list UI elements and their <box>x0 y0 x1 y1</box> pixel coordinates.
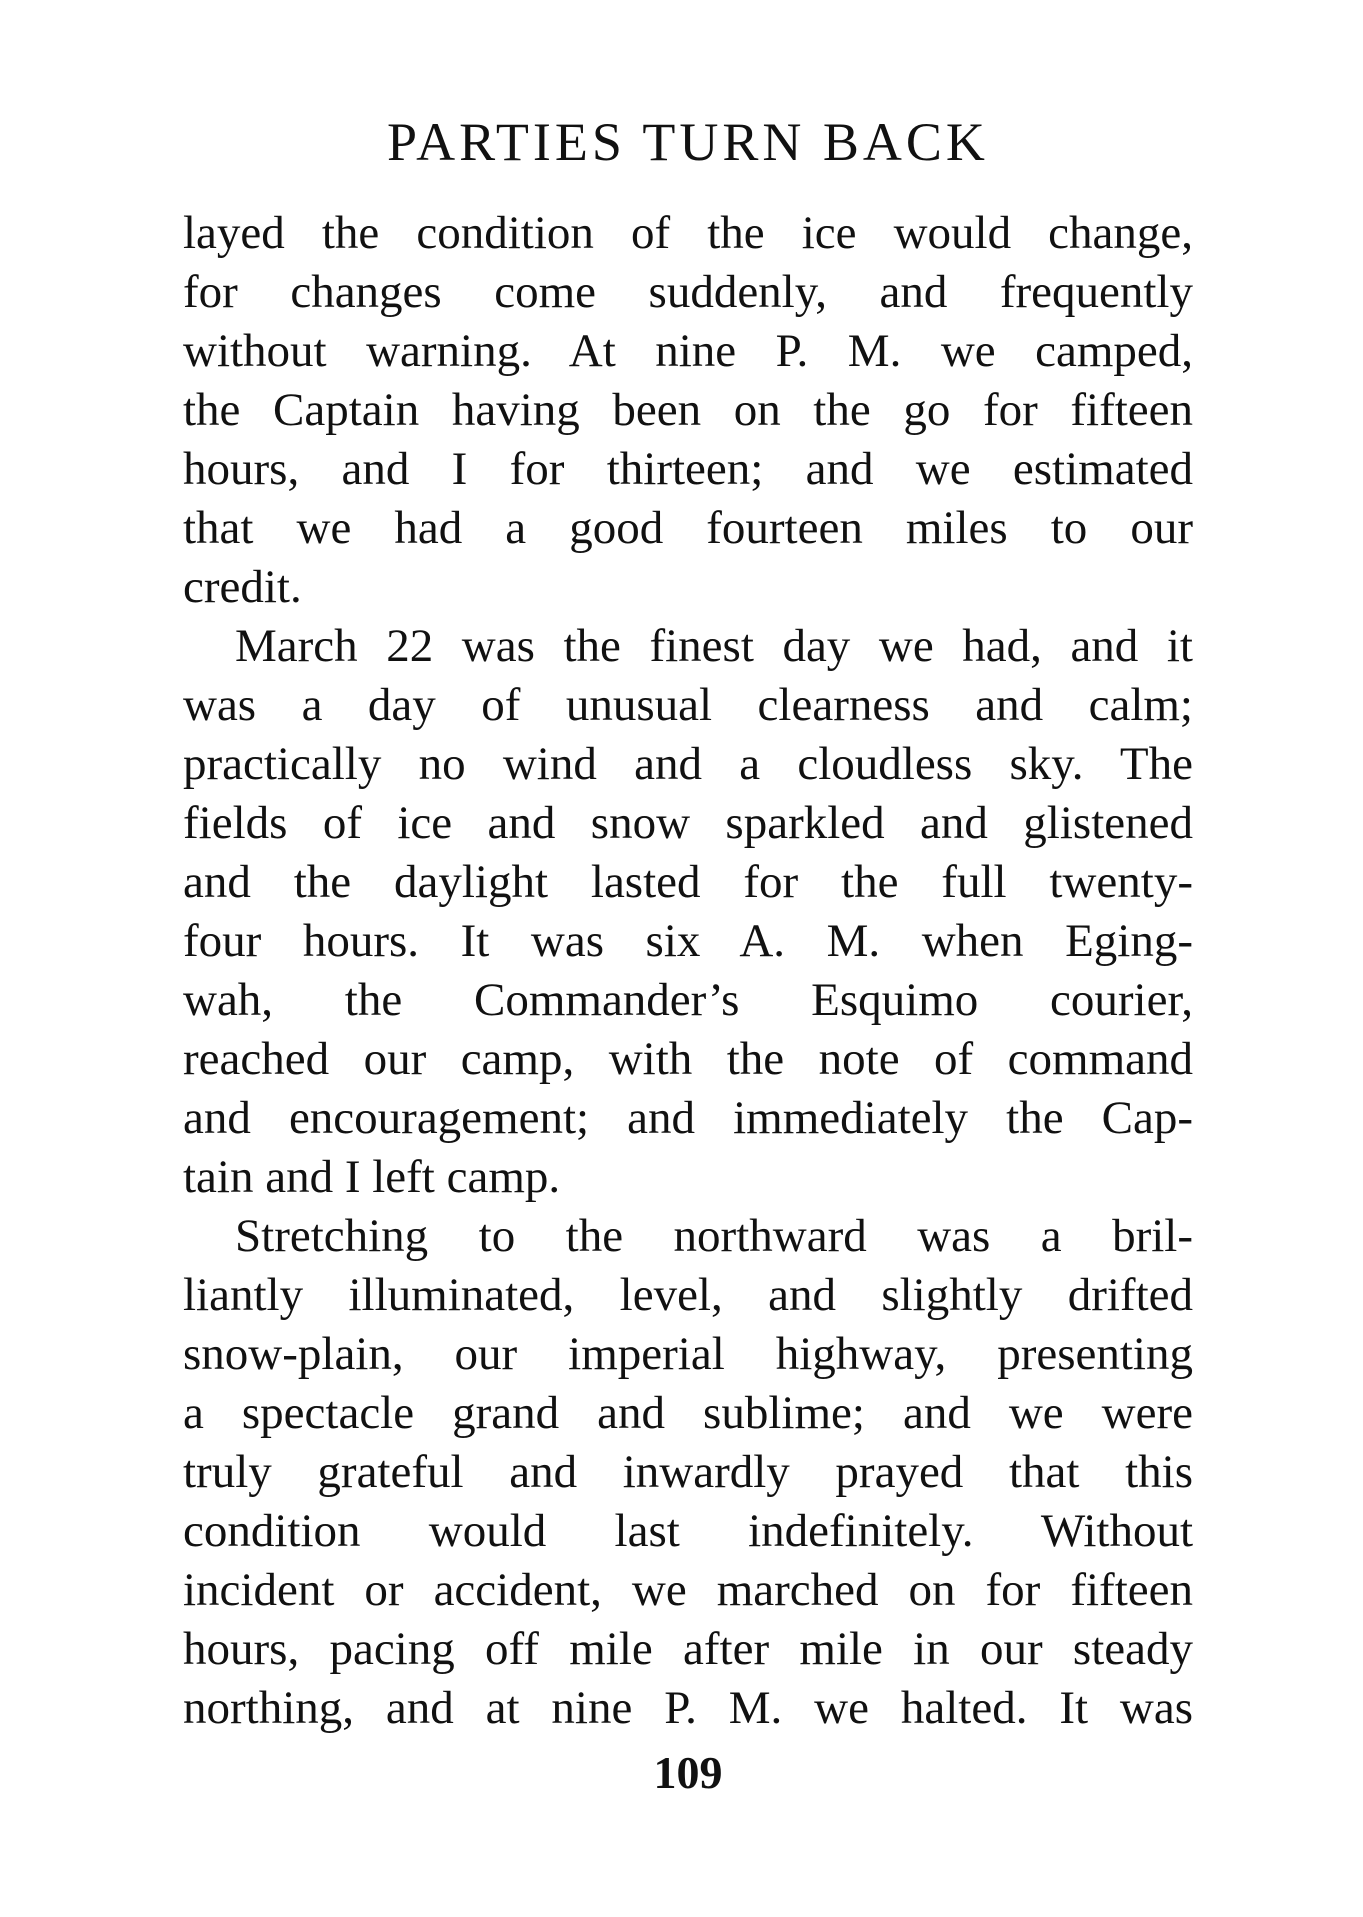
text-line: practically no wind and a cloudless sky. The <box>183 738 1193 790</box>
text-line: without warning. At nine P. M. we camped, <box>183 325 1193 377</box>
text-line: was a day of unusual clearness and calm; <box>183 679 1193 731</box>
text-line: truly grateful and inwardly prayed that this <box>183 1446 1193 1498</box>
text-line: tain and I left camp. <box>183 1151 561 1203</box>
text-line: fields of ice and snow sparkled and glistened <box>183 797 1193 849</box>
text-line: liantly illuminated, level, and slightly drifted <box>183 1269 1193 1321</box>
text-line: credit. <box>183 561 302 613</box>
text-line: and encouragement; and immediately the Cap- <box>183 1092 1193 1144</box>
text-line: hours, and I for thirteen; and we estimated <box>183 443 1193 495</box>
text-line: four hours. It was six A. M. when Eging- <box>183 915 1193 967</box>
text-line: hours, pacing off mile after mile in our steady <box>183 1623 1193 1675</box>
text-line: the Captain having been on the go for fifteen <box>183 384 1193 436</box>
text-line: a spectacle grand and sublime; and we were <box>183 1387 1193 1439</box>
text-line: snow-plain, our imperial highway, presenting <box>183 1328 1193 1380</box>
text-line: layed the condition of the ice would change, <box>183 207 1193 259</box>
text-line: Stretching to the northward was a bril- <box>235 1210 1193 1262</box>
text-line: that we had a good fourteen miles to our <box>183 502 1193 554</box>
text-line: March 22 was the finest day we had, and it <box>235 620 1193 672</box>
text-line: condition would last indefinitely. Without <box>183 1505 1193 1557</box>
text-line: northing, and at nine P. M. we halted. It was <box>183 1682 1193 1734</box>
text-line: incident or accident, we marched on for fifteen <box>183 1564 1193 1616</box>
text-line: wah, the Commander’s Esquimo courier, <box>183 974 1193 1026</box>
text-line: for changes come suddenly, and frequently <box>183 266 1193 318</box>
running-head: PARTIES TURN BACK <box>387 112 989 172</box>
text-line: reached our camp, with the note of command <box>183 1033 1193 1085</box>
body-text <box>183 204 1193 1738</box>
page-number: 109 <box>653 1747 723 1798</box>
text-line: and the daylight lasted for the full twenty- <box>183 856 1193 908</box>
